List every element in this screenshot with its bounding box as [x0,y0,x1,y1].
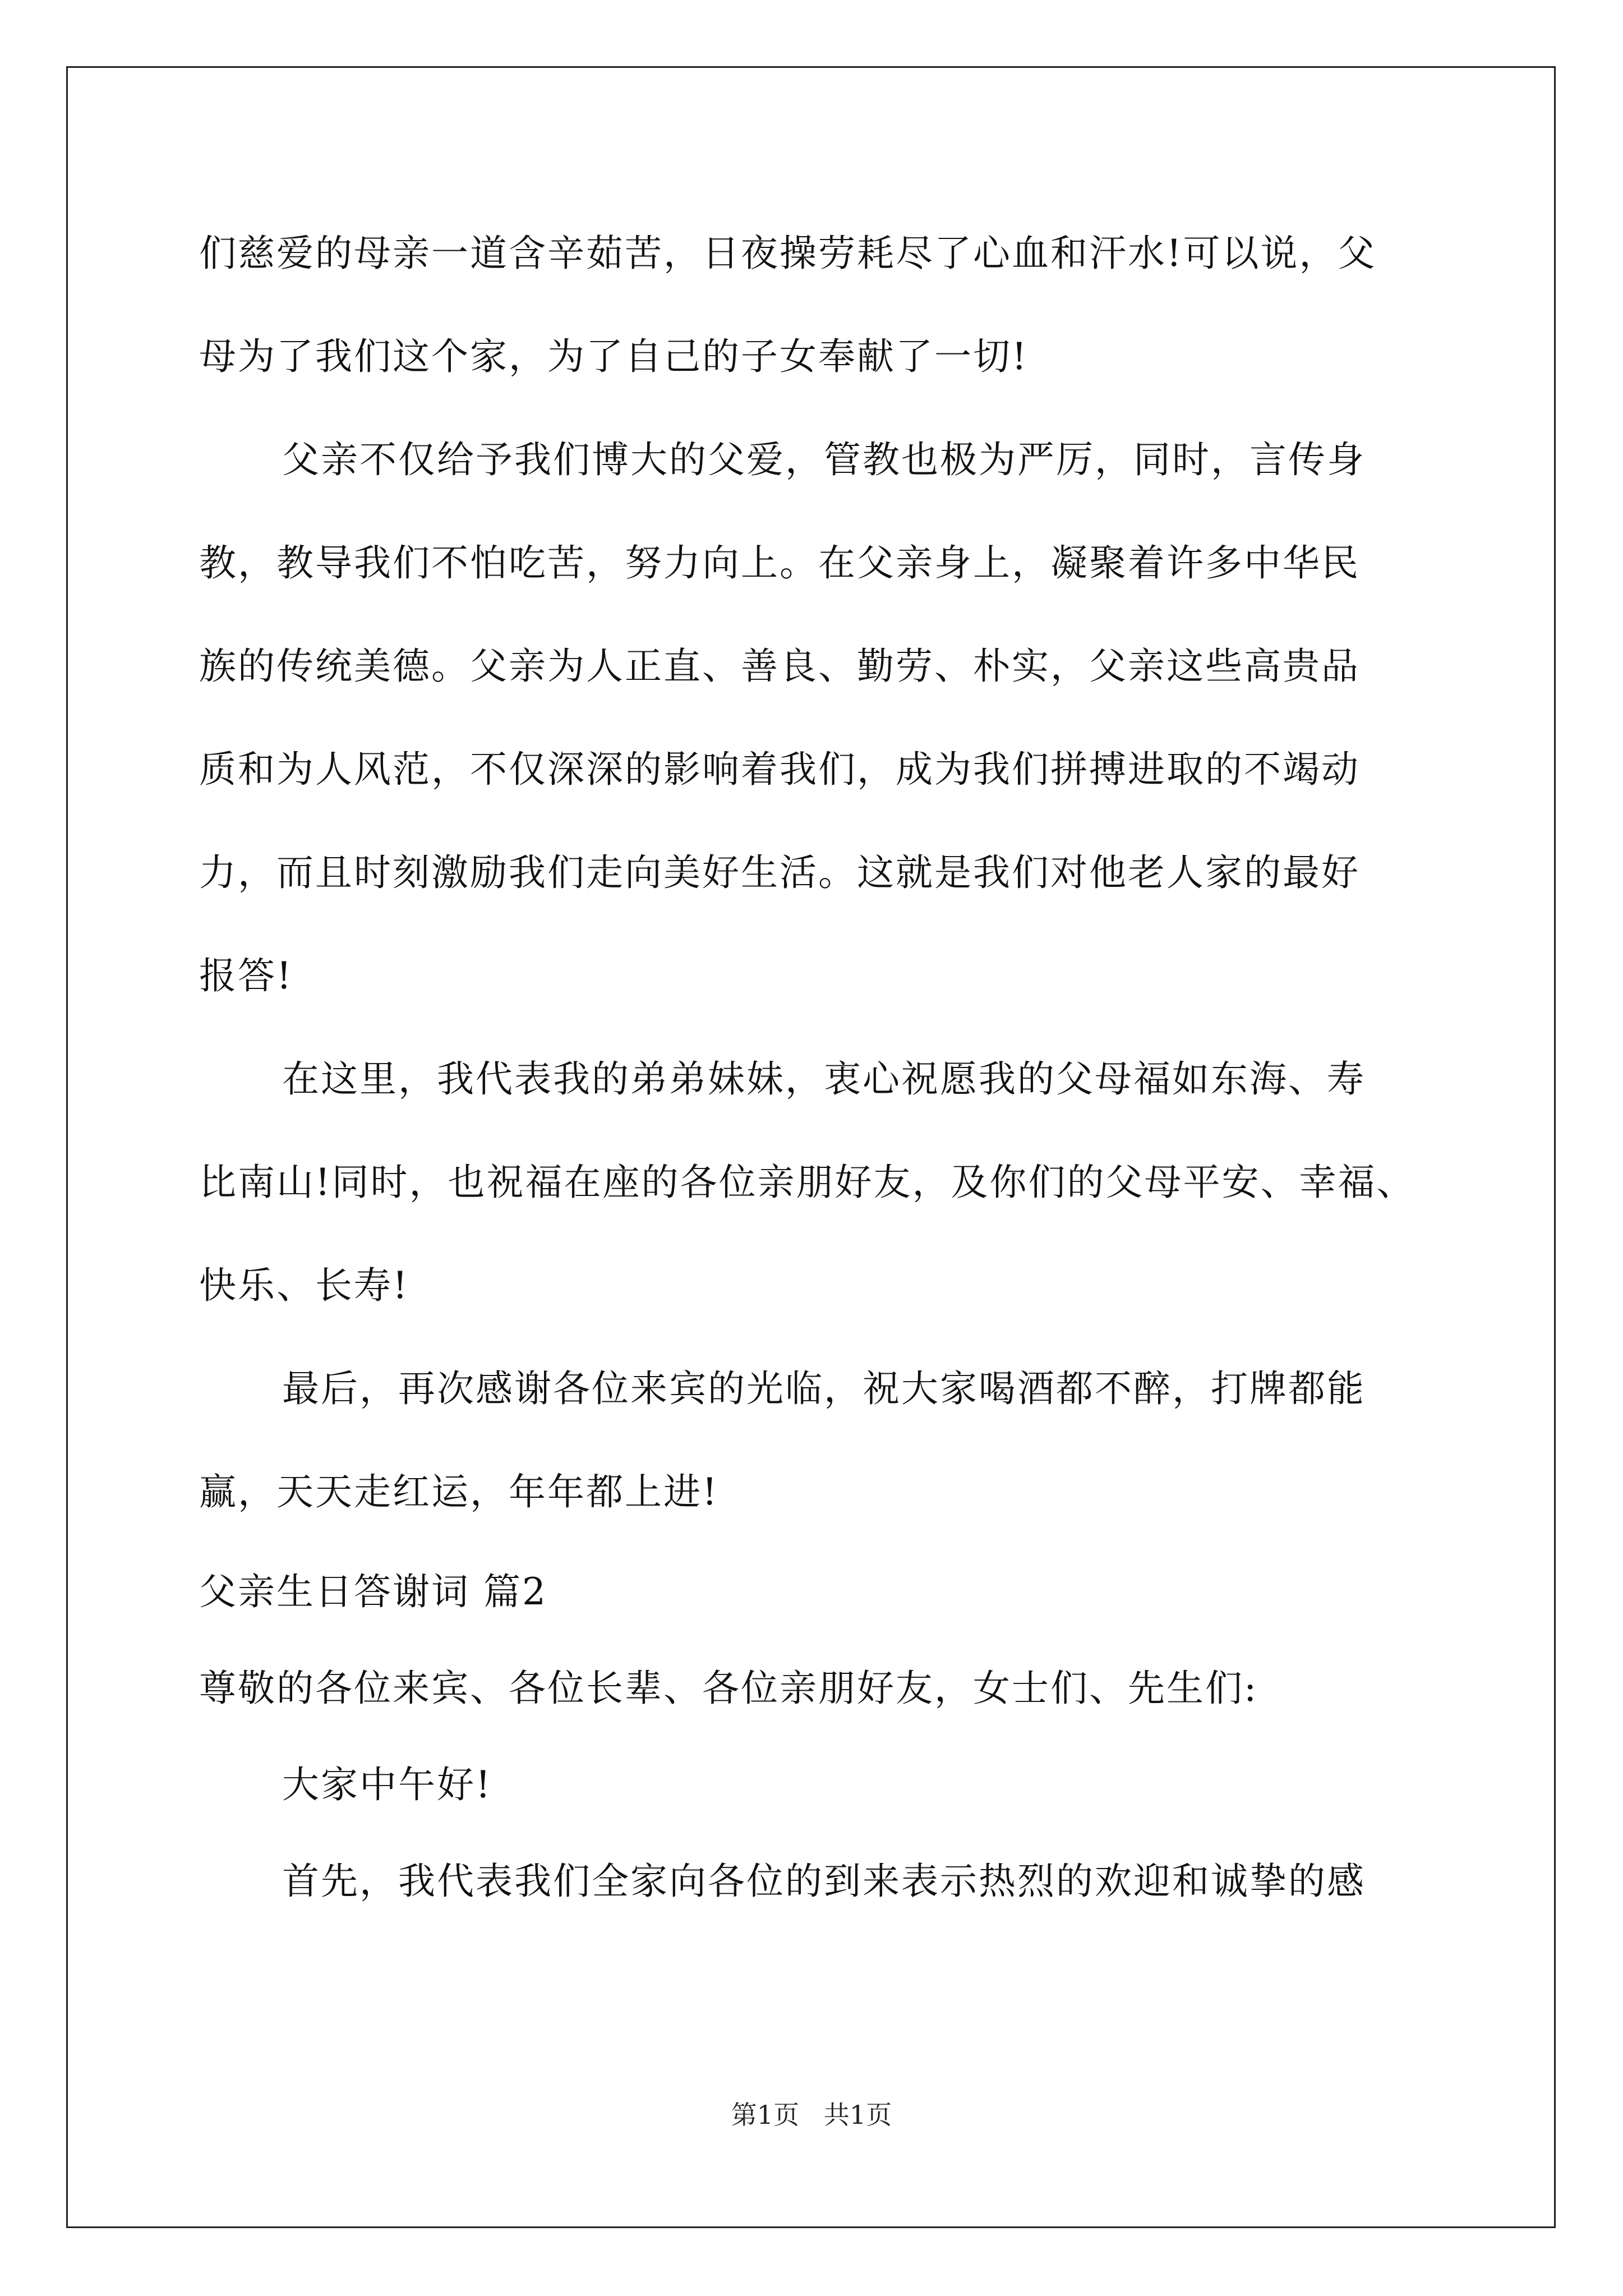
paragraph-line: 赢，天天走红运，年年都上进! [199,1470,719,1513]
paragraph-line: 报答! [199,954,293,997]
paragraph-line: 母为了我们这个家，为了自己的子女奉献了一切! [199,335,1029,378]
page-number-footer: 第1页 共1页 [731,2100,892,2130]
paragraph-line: 比南山!同时，也祝福在座的各位亲朋好友，及你们的父母平安、幸福、 [199,1161,1415,1204]
paragraph-line: 在这里，我代表我的弟弟妹妹，衷心祝愿我的父母福如东海、寿 [282,1057,1366,1101]
greeting-line: 大家中午好! [282,1763,492,1806]
paragraph-line: 们慈爱的母亲一道含辛茹苦，日夜操劳耗尽了心血和汗水!可以说，父 [199,232,1377,275]
paragraph-line: 质和为人风范，不仅深深的影响着我们，成为我们拼搏进取的不竭动 [199,748,1360,791]
paragraph-line: 族的传统美德。父亲为人正直、善良、勤劳、朴实，父亲这些高贵品 [199,645,1360,688]
section-heading: 父亲生日答谢词 篇2 [199,1570,547,1613]
paragraph-line: 最后，再次感谢各位来宾的光临，祝大家喝酒都不醉，打牌都能 [282,1367,1366,1410]
paragraph-line: 快乐、长寿! [199,1264,409,1307]
salutation-line: 尊敬的各位来宾、各位长辈、各位亲朋好友，女士们、先生们: [199,1667,1258,1710]
document-body [199,202,1424,1930]
paragraph-line: 父亲不仅给予我们博大的父爱，管教也极为严厉，同时，言传身 [282,438,1366,481]
paragraph-line: 教，教导我们不怕吃苦，努力向上。在父亲身上，凝聚着许多中华民 [199,541,1360,585]
paragraph-line: 首先，我代表我们全家向各位的到来表示热烈的欢迎和诚挚的感 [282,1860,1366,1903]
paragraph-line: 力，而且时刻激励我们走向美好生活。这就是我们对他老人家的最好 [199,851,1360,894]
